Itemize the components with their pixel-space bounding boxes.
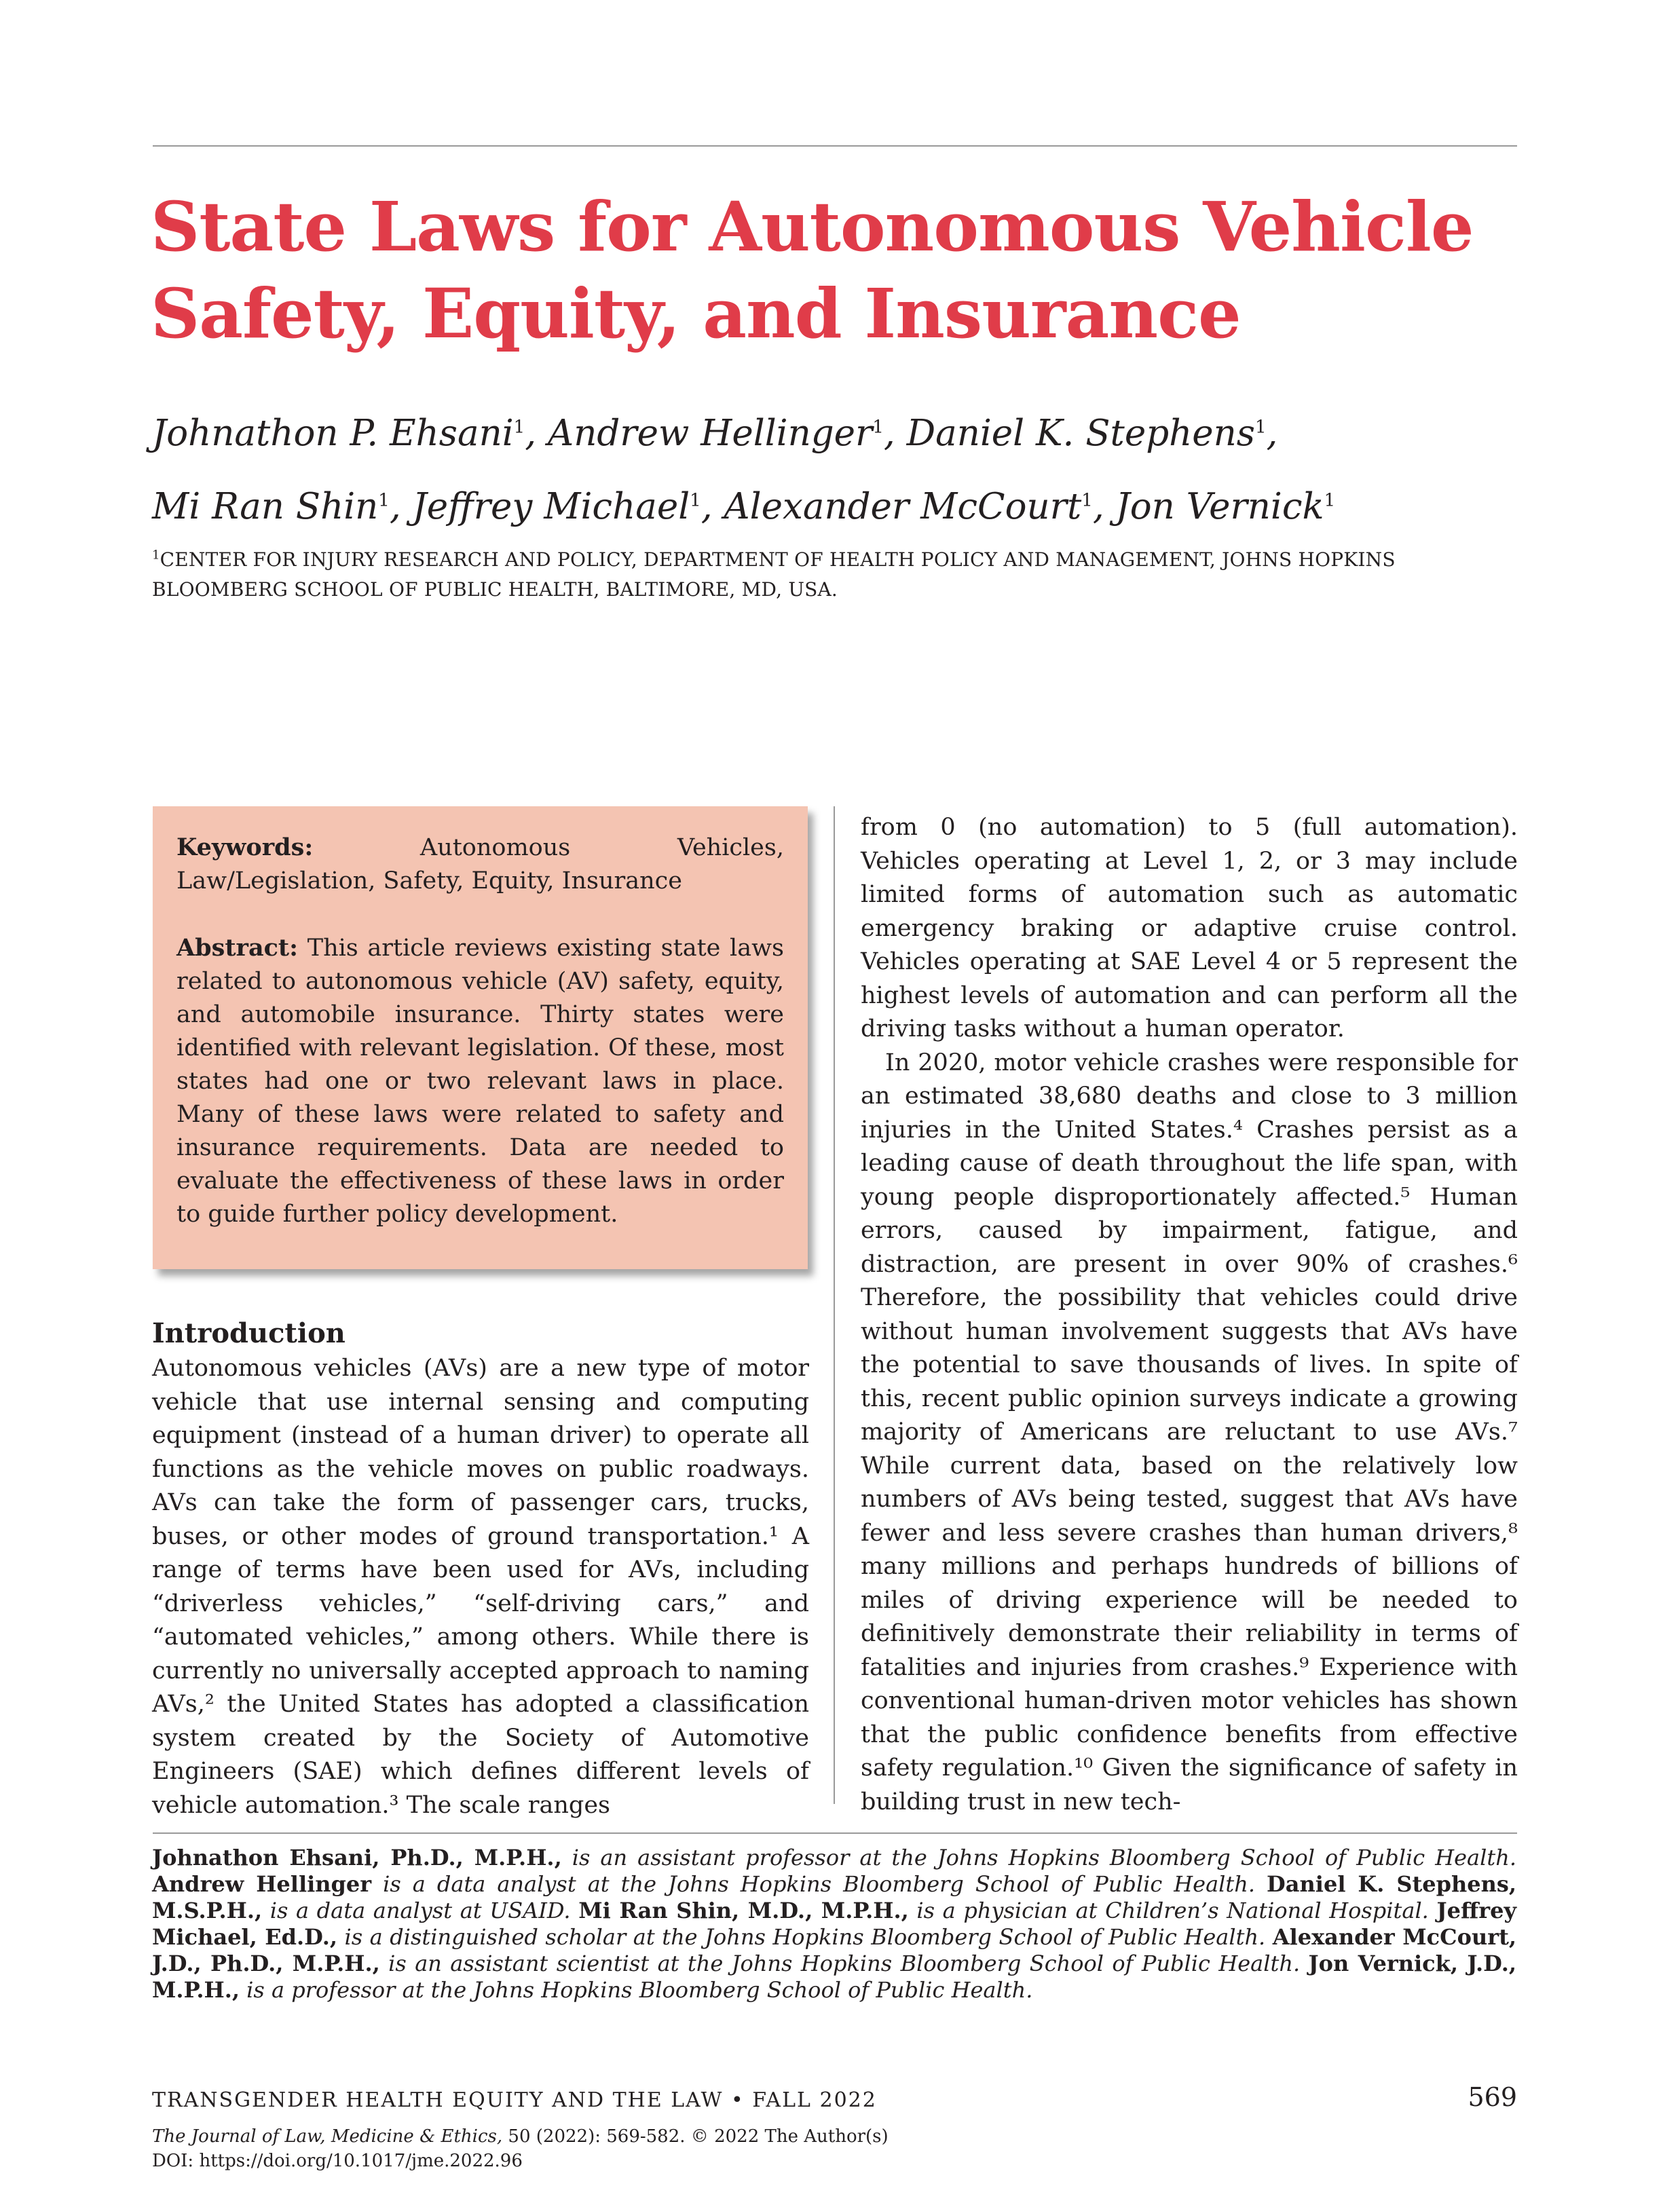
left-column: [152, 1352, 809, 1822]
title-line-2: Safety, Equity, and Insurance: [151, 274, 1241, 354]
author-affil-mark: 1: [513, 417, 525, 438]
bio-rule: [153, 1832, 1517, 1834]
author-list: Johnathon P. Ehsani$^1$, Andrew Hellinger$^1$, Daniel K. Stephens$^1$, Mi Ran Shin$^1$, Jeffrey Michael$^1$, Alexander McCourt$^1$, Jon Vernick$^1$: [152, 413, 1336, 527]
bio-name: Daniel K. Stephens, M.S.P.H.,: [152, 1871, 1517, 1923]
bio-desc: is a data analyst at the Johns Hopkins Bloomberg School of Public Health.: [383, 1871, 1256, 1897]
author-name: Alexander McCourt: [724, 486, 1082, 527]
running-head: TRANSGENDER HEALTH EQUITY AND THE LAW • FALL 2022: [152, 2088, 877, 2112]
section-heading-introduction: Introduction: [152, 1317, 346, 1349]
author-name: Jeffrey Michael: [412, 486, 690, 527]
author-name: Jon Vernick: [1115, 486, 1324, 527]
abstract-label: Abstract:: [176, 934, 299, 962]
affiliation: [152, 545, 1510, 605]
body-paragraph: from 0 (no automation) to 5 (full automation). Vehicles operating at Level 1, 2, or 3 may include limited forms of automation such as automatic emergency braking or adaptive cruise control. Vehicles operating at SAE Level 4 or 5 represent the highest levels of automation and can perform all the driving tasks without a human operator.: [861, 814, 1518, 1042]
keywords: [176, 831, 784, 898]
author-name: Andrew Hellinger: [547, 413, 873, 454]
bio-desc: is a distinguished scholar at the Johns Hopkins Bloomberg School of Public Health.: [344, 1924, 1266, 1950]
body-paragraph: In 2020, motor vehicle crashes were responsible for an estimated 38,680 deaths and close to 3 million injuries in the United States.⁴ Crashes persist as a leading cause of death throughout the life span, with young people disproportionately affected.⁵ Human errors, caused by impairment, fatigue, and distraction, are present in over 90% of crashes.⁶ Therefore, the possibility that vehicles could drive without human involvement suggests that AVs have the potential to save thousands of lives. In spite of this, recent public opinion surveys indicate a growing majority of Americans are reluctant to use AVs.⁷ While current data, based on the relatively low numbers of AVs being tested, suggest that AVs have fewer and less severe crashes than human drivers,⁸ many millions and perhaps hundreds of billions of miles of driving experience will be needed to definitively demonstrate their reliability in terms of fatalities and injuries from crashes.⁹ Experience with conventional human-driven motor vehicles has shown that the public confidence benefits from effective safety regulation.¹⁰ Given the significance of safety in building trust in new tech-: [861, 1049, 1518, 1816]
right-column: [861, 811, 1518, 1819]
abstract-content: [176, 831, 784, 1264]
journal-citation: [152, 2124, 1102, 2173]
bio-name: Jeffrey Michael, Ed.D.,: [152, 1898, 1517, 1950]
author-affil-mark: 1: [378, 490, 390, 511]
author-name: Johnathon P. Ehsani: [152, 413, 514, 454]
page-number: 569: [1468, 2082, 1517, 2112]
author-bios: [152, 1845, 1516, 2004]
top-rule: [153, 145, 1517, 147]
bio-desc: is a data analyst at USAID.: [269, 1898, 571, 1923]
author-name: Daniel K. Stephens: [906, 413, 1255, 454]
author-affil-mark: 1: [1324, 490, 1336, 511]
bio-desc: is an assistant scientist at the Johns Hopkins Bloomberg School of Public Health.: [388, 1951, 1301, 1976]
body-paragraph: Autonomous vehicles (AVs) are a new type of motor vehicle that use internal sensing and computing equipment (instead of a human driver) to operate all functions as the vehicle moves on public roadways. AVs can take the form of passenger cars, trucks, buses, or other modes of ground transportation.¹ A range of terms have been used for AVs, including “driverless vehicles,” “self-driving cars,” and “automated vehicles,” among others. While there is currently no universally accepted approach to naming AVs,² the United States has adopted a classification system created by the Society of Automotive Engineers (SAE) which defines different levels of vehicle automation.³ The scale ranges: [152, 1355, 809, 1819]
bio-desc: is an assistant professor at the Johns Hopkins Bloomberg School of Public Health.: [572, 1845, 1517, 1870]
doi-link[interactable]: DOI: https://doi.org/10.1017/jme.2022.96: [152, 2151, 523, 2171]
bio-name: Mi Ran Shin, M.D., M.P.H.,: [578, 1898, 909, 1923]
abstract-box: [153, 806, 808, 1269]
bio-name: Andrew Hellinger: [152, 1871, 372, 1897]
abstract-text: This article reviews existing state laws related to autonomous vehicle (AV) safety, equity, and automobile insurance. Thirty states were identified with relevant legislation. Of these, most states had one or two relevant laws in place. Many of these laws were related to safety and insurance requirements. Data are needed to evaluate the effectiveness of these laws in order to guide further policy development.: [176, 935, 784, 1228]
article-title: [151, 183, 1535, 357]
bio-name: Johnathon Ehsani, Ph.D., M.P.H.,: [152, 1845, 562, 1870]
author-affil-mark: 1: [872, 417, 884, 438]
author-affil-mark: 1: [1081, 490, 1093, 511]
author-name: Mi Ran Shin: [152, 486, 379, 527]
affiliation-mark: 1: [152, 548, 160, 563]
journal-name: The Journal of Law, Medicine & Ethics,: [152, 2126, 503, 2147]
author-affil-mark: 1: [690, 490, 701, 511]
bio-name: Alexander McCourt, J.D., Ph.D., M.P.H.,: [152, 1924, 1517, 1976]
title-line-1: State Laws for Autonomous Vehicle: [151, 187, 1474, 267]
abstract: [176, 931, 784, 1231]
affiliation-line-1: CENTER FOR INJURY RESEARCH AND POLICY, DEPARTMENT OF HEALTH POLICY AND MANAGEMENT, JOHNS HOPKINS: [160, 548, 1396, 571]
citation-details: 50 (2022): 569-582. © 2022 The Author(s): [502, 2126, 889, 2147]
keywords-text: Autonomous Vehicles, Law/Legislation, Safety, Equity, Insurance: [176, 834, 784, 895]
bio-name: Jon Vernick, J.D., M.P.H.,: [152, 1951, 1517, 2003]
bio-desc: is a professor at the Johns Hopkins Bloomberg School of Public Health.: [246, 1977, 1033, 2003]
author-affil-mark: 1: [1255, 417, 1267, 438]
column-divider: [834, 806, 835, 1804]
affiliation-line-2: BLOOMBERG SCHOOL OF PUBLIC HEALTH, BALTIMORE, MD, USA.: [152, 578, 838, 601]
bio-desc: is a physician at Children’s National Hospital.: [916, 1898, 1429, 1923]
keywords-label: Keywords:: [176, 833, 314, 861]
